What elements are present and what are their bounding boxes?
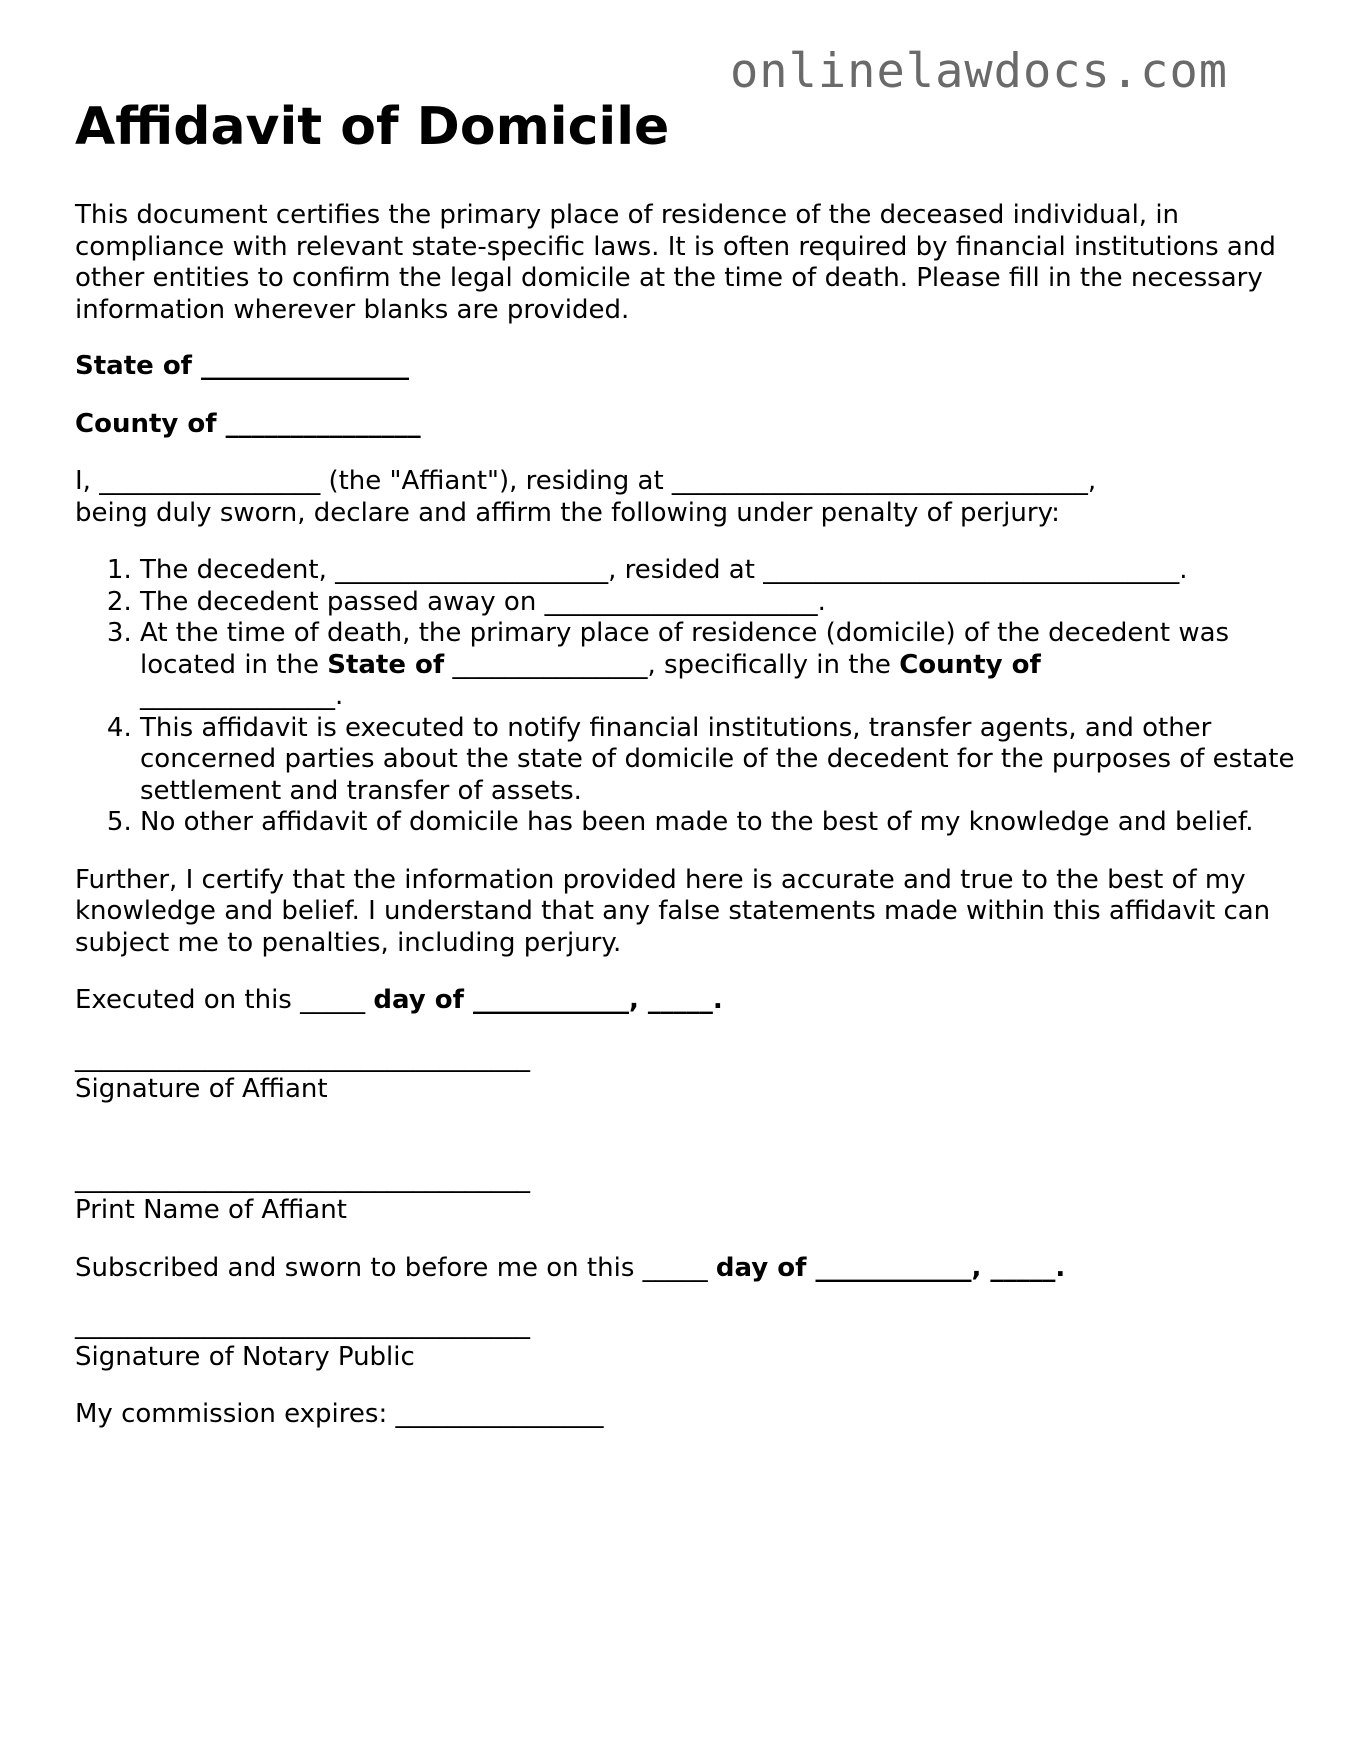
subscribed-date-blanks: day of ____________, _____. [715,1252,1066,1283]
state-of-label: State of [327,649,445,680]
affiant-signature-label: Signature of Affiant [75,1074,328,1104]
county-of-label: County of [899,649,1041,680]
county-line: County of _______________ [75,408,421,439]
affiant-statement-rest: being duly sworn, declare and affirm the following under penalty of perjury: [75,497,1060,528]
affiant-statement-prefix: I, _________________ (the "Affiant"), residing at ________________________________, [75,466,1097,496]
executed-line [75,985,1305,1017]
list-item-text: _______________, specifically in the [444,649,900,680]
document-page [75,92,1305,1431]
notary-signature-line: ___________________________________ [75,1310,530,1340]
affiant-statement [75,466,1305,529]
document-title: Affidavit of Domicile [75,97,670,157]
affirmations-list [75,555,1305,839]
executed-prefix: Executed on this _____ [75,985,374,1015]
list-item: 4. This affidavit is executed to notify financial institutions, transfer agents, and other concerned parties about the state of domicile of the decedent for the purposes of estate settlement and transfer of assets. [140,713,1305,808]
watermark: onlinelawdocs.com [730,44,1229,99]
certification-paragraph: Further, I certify that the information provided here is accurate and true to the best of my knowledge and belief. I understand that any false statements made within this affidavit can subject me to penalties, including perjury. [75,864,1271,958]
intro-paragraph: This document certifies the primary place of residence of the deceased individual, in compliance with relevant state-specific laws. It is often required by financial institutions and other entities to confirm the legal domicile at the time of death. Please fill in the necessary information wherever blanks are provided. [75,200,1276,325]
list-item [140,618,1305,713]
notary-signature-label: Signature of Notary Public [75,1341,415,1372]
list-item-text: _______________. [140,681,344,711]
print-name-label: Print Name of Affiant [75,1195,347,1225]
list-item-text: At the time of death, the primary place of residence (domicile) of the decedent was located in the [140,618,1230,680]
list-item: 2. The decedent passed away on _____________________. [140,587,1305,619]
print-name-line: ___________________________________ [75,1163,530,1194]
state-line: State of ________________ [75,351,410,381]
list-item: 5. No other affidavit of domicile has been made to the best of my knowledge and belief. [140,807,1305,839]
affiant-signature-line: ___________________________________ [75,1042,530,1073]
subscribed-line [75,1253,1305,1285]
subscribed-prefix: Subscribed and sworn to before me on this _____ [75,1252,716,1283]
executed-date-blanks: day of ____________, _____. [373,985,723,1015]
list-item: 1. The decedent, _____________________, resided at ________________________________. [140,555,1305,587]
commission-line: My commission expires: ________________ [75,1399,604,1429]
